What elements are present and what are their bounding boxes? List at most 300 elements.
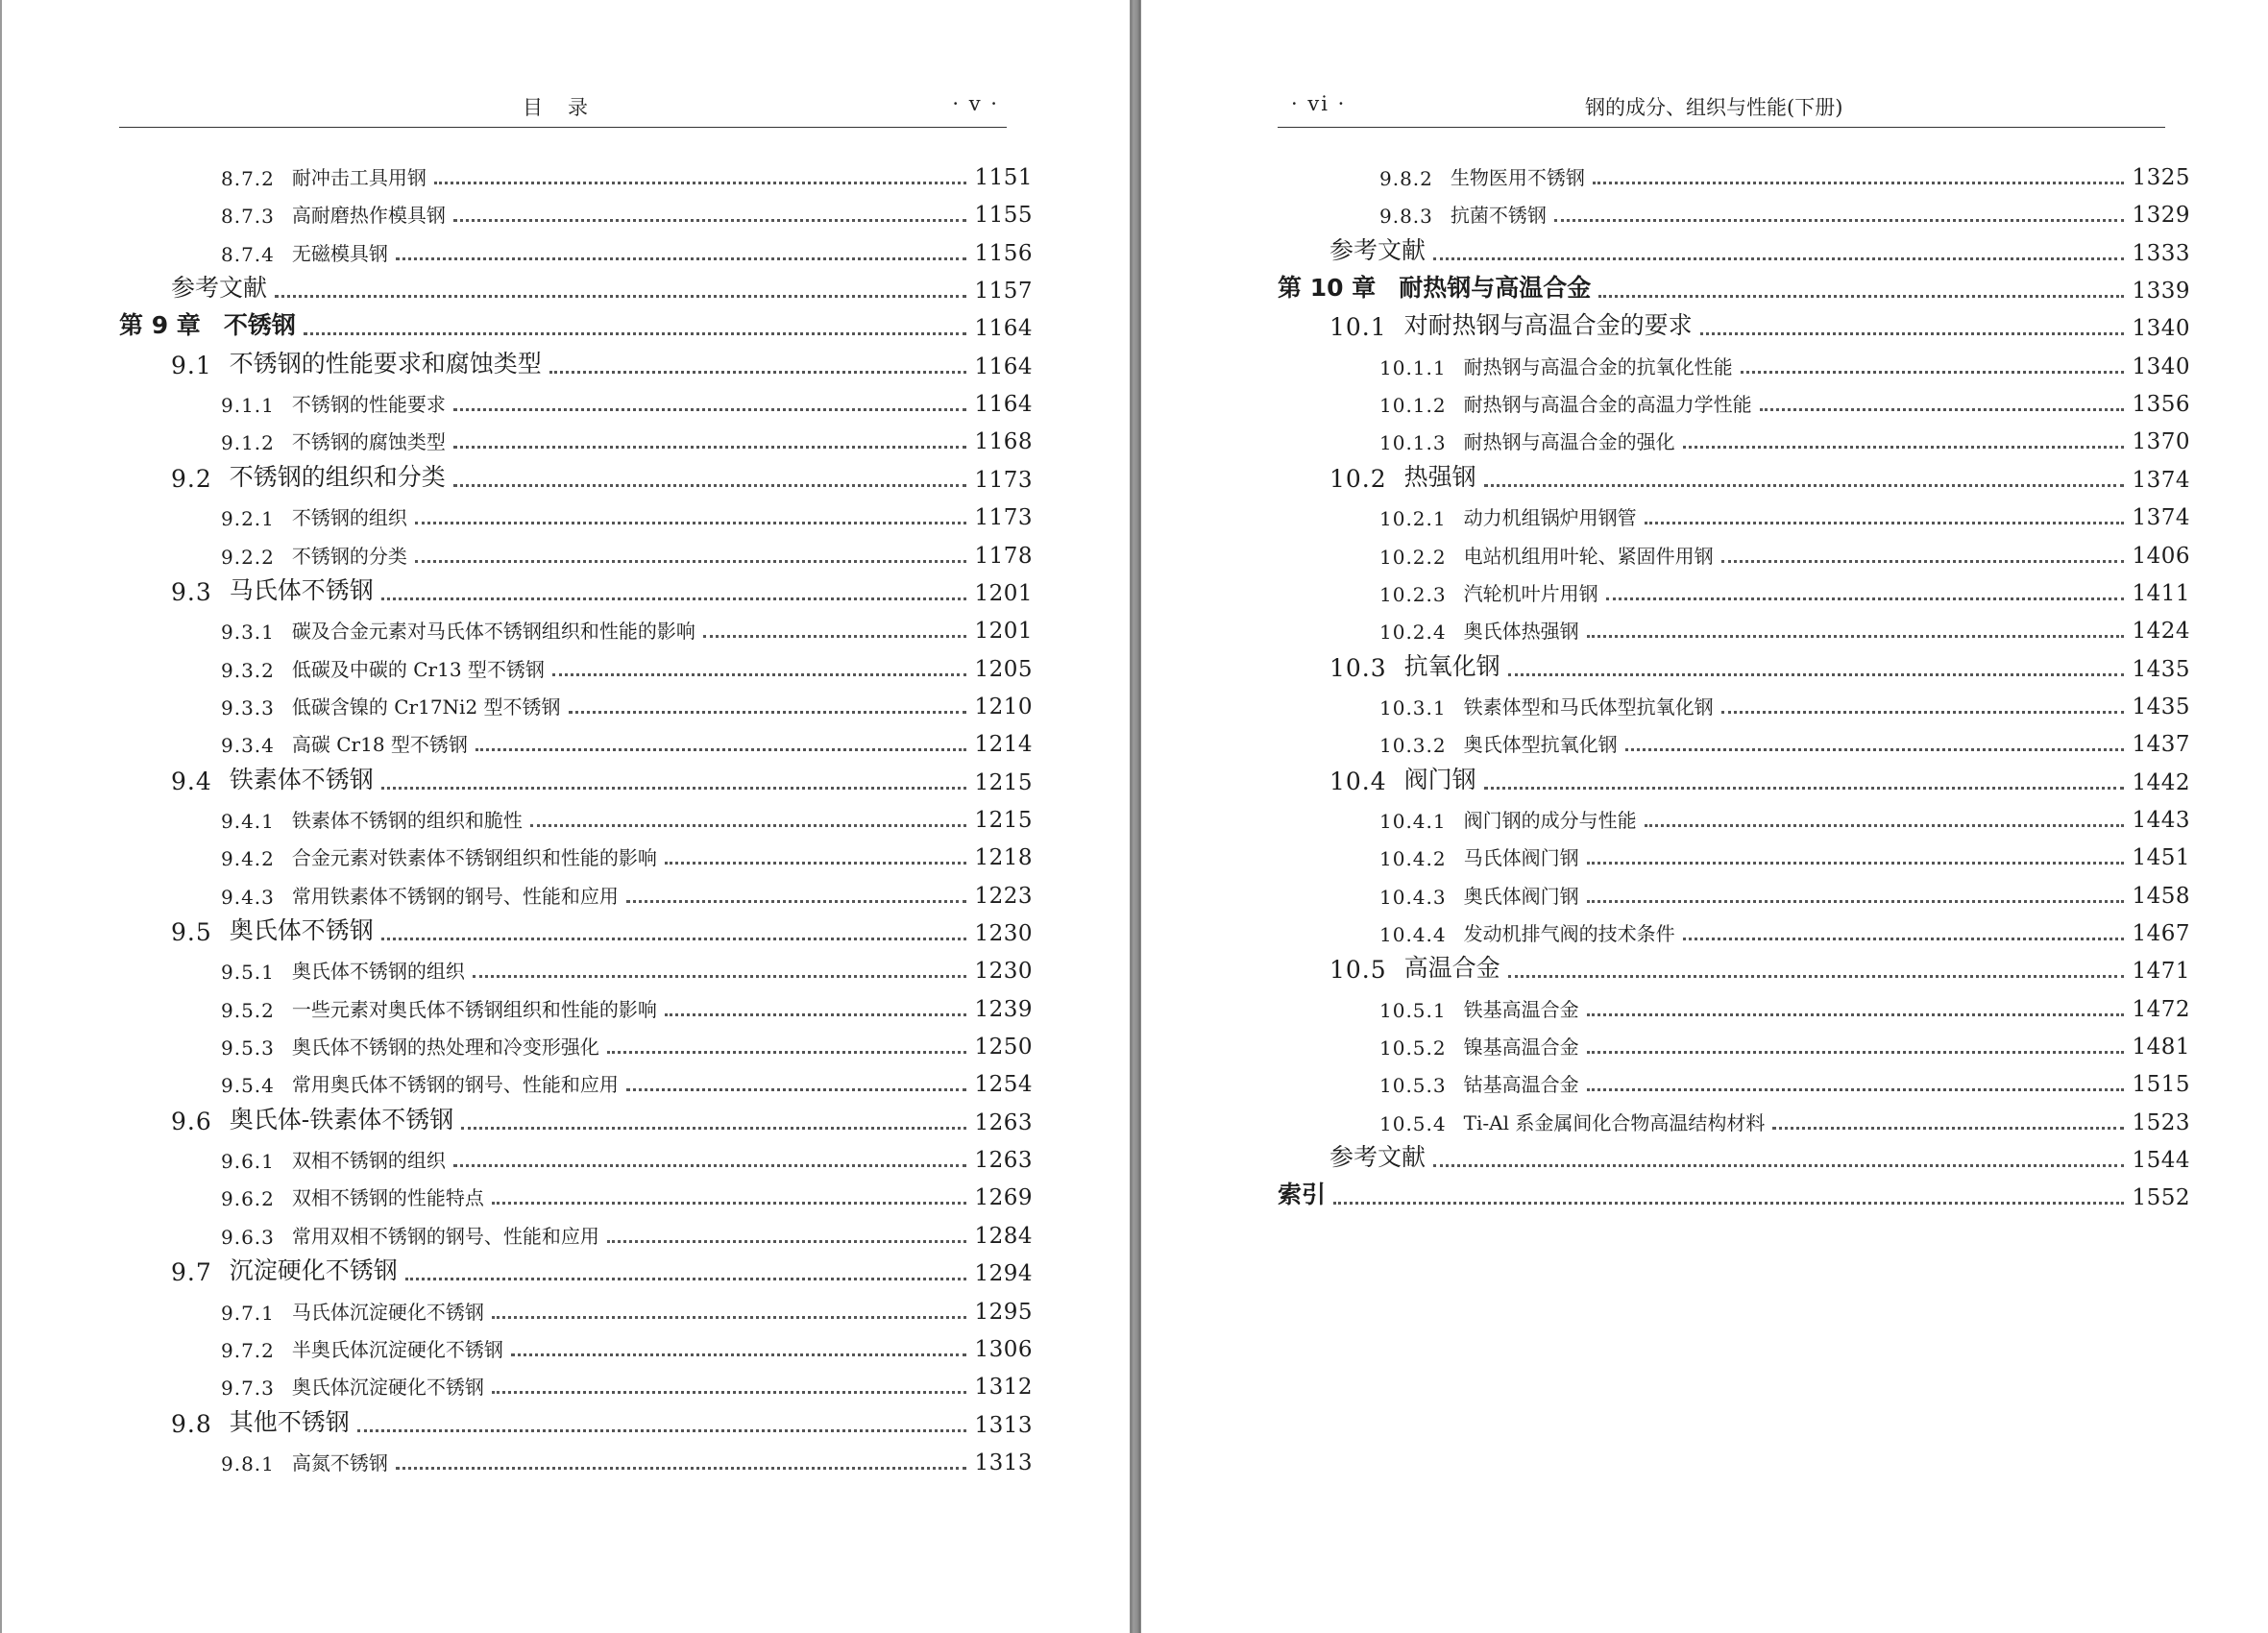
dot-leader [552, 673, 967, 676]
toc-entry[interactable] [221, 1361, 1033, 1400]
toc-entry[interactable] [1379, 832, 2190, 870]
toc-entry-number: 10.2 [1329, 465, 1387, 493]
toc-entry-page-number: 1239 [974, 997, 1033, 1022]
left-page [0, 0, 1131, 1633]
dot-leader [1333, 1202, 2124, 1205]
dot-leader [396, 257, 967, 260]
toc-entry[interactable] [171, 341, 1033, 379]
toc-entry[interactable] [221, 794, 1033, 833]
dot-leader [1721, 711, 2125, 714]
toc-entry-number: 10.2.2 [1379, 546, 1447, 569]
toc-entry-title: 不锈钢的组织和分类 [229, 463, 446, 491]
toc-entry-number: 10.4.4 [1379, 923, 1447, 946]
toc-entry-page-number: 1458 [2132, 884, 2190, 909]
toc-entry-page-number: 1471 [2132, 959, 2190, 984]
toc-entry-title: 奥氏体不锈钢 [229, 916, 374, 944]
toc-entry[interactable] [221, 681, 1033, 719]
toc-entry-title: 耐热钢与高温合金 [1399, 274, 1592, 302]
toc-entry-number: 8.7.4 [221, 243, 275, 266]
toc-entry[interactable] [1329, 303, 2190, 341]
toc-entry-page-number: 1164 [974, 354, 1033, 379]
dot-leader [1760, 408, 2125, 411]
dot-leader [381, 938, 967, 940]
dot-leader [1606, 597, 2125, 600]
toc-entry-page-number: 1218 [974, 845, 1033, 870]
toc-entry-title: 奥氏体沉淀硬化不锈钢 [291, 1376, 484, 1399]
toc-entry-title: 铁素体型和马氏体型抗氧化钢 [1463, 695, 1714, 719]
toc-entry-number: 9.4.1 [221, 810, 275, 833]
toc-entry-number: 第 9 章 [119, 311, 201, 339]
toc-entry-title: 对耐热钢与高温合金的要求 [1403, 311, 1693, 339]
dot-leader [1625, 748, 2125, 751]
book-gutter [1131, 0, 1140, 1633]
toc-entry-number: 9.3 [171, 578, 212, 606]
dot-leader [1433, 257, 2124, 260]
toc-entry-page-number: 1205 [974, 657, 1033, 682]
toc-entry-title: 常用奥氏体不锈钢的钢号、性能和应用 [291, 1073, 619, 1096]
toc-entry-title: 发动机排气阀的技术条件 [1463, 922, 1675, 945]
toc-entry-number: 10.5.4 [1379, 1112, 1447, 1135]
toc-entry-number: 9.3.4 [221, 734, 275, 757]
toc-entry-title: 铁素体不锈钢 [229, 766, 374, 793]
toc-entry-number: 10.4.1 [1379, 810, 1447, 833]
dot-leader [626, 900, 967, 903]
dot-leader [275, 295, 966, 298]
dot-leader [569, 711, 967, 714]
toc-entry-number: 9.1.1 [221, 394, 275, 417]
dot-leader [1598, 295, 2124, 298]
toc-entry-title: 双相不锈钢的组织 [291, 1149, 446, 1172]
toc-entry[interactable] [221, 644, 1033, 682]
toc-entry-number: 9.8.3 [1379, 205, 1433, 228]
toc-entry-title: 奥氏体热强钢 [1463, 620, 1579, 643]
toc-entry[interactable] [1379, 681, 2190, 719]
toc-entry-title: 热强钢 [1403, 463, 1476, 491]
dot-leader [1587, 862, 2125, 865]
toc-entry-page-number: 1370 [2132, 429, 2190, 454]
toc-entry-title: 马氏体阀门钢 [1463, 846, 1579, 869]
toc-entry-number: 9.8.1 [221, 1452, 275, 1475]
toc-entry-page-number: 1325 [2132, 165, 2190, 190]
toc-entry-page-number: 1223 [974, 884, 1033, 909]
toc-entry-page-number: 1435 [2132, 657, 2190, 682]
toc-entry-page-number: 1329 [2132, 203, 2190, 228]
toc-entry-title: 耐热钢与高温合金的高温力学性能 [1463, 393, 1752, 416]
toc-entry-page-number: 1201 [974, 619, 1033, 644]
toc-entry-title: 半奥氏体沉淀硬化不锈钢 [291, 1338, 503, 1361]
dot-leader [453, 408, 967, 411]
toc-entry[interactable] [221, 984, 1033, 1022]
toc-entry-number: 9.7.1 [221, 1302, 275, 1325]
toc-entry[interactable] [1379, 568, 2190, 606]
toc-entry-title: 沉淀硬化不锈钢 [229, 1256, 398, 1284]
toc-entry-page-number: 1333 [2132, 241, 2190, 266]
right-page [1140, 0, 2268, 1633]
toc-entry[interactable] [1379, 1059, 2190, 1097]
toc-entry-title: 奥氏体阀门钢 [1463, 885, 1579, 908]
toc-entry[interactable] [171, 1097, 1033, 1135]
toc-entry-page-number: 1178 [974, 544, 1033, 569]
toc-entry-page-number: 1230 [974, 921, 1033, 946]
toc-entry-number: 10.4.2 [1379, 847, 1447, 870]
toc-entry-title: 高氮不锈钢 [291, 1451, 388, 1475]
dot-leader [1741, 371, 2125, 374]
dot-leader [665, 862, 967, 865]
toc-entry-number: 9.5.1 [221, 961, 275, 984]
toc-entry-title: 参考文献 [171, 274, 268, 302]
dot-leader [703, 635, 967, 638]
toc-entry-page-number: 1313 [974, 1450, 1033, 1475]
header-page-number: · v · [952, 92, 999, 115]
toc-entry-number: 10.3.1 [1379, 696, 1447, 719]
toc-entry-title: 低碳含镍的 Cr17Ni2 型不锈钢 [291, 695, 561, 719]
dot-leader [453, 484, 967, 487]
toc-entry-number: 8.7.3 [221, 205, 275, 228]
toc-entry[interactable] [221, 719, 1033, 757]
toc-entry-title: 索引 [1278, 1181, 1327, 1208]
toc-entry[interactable] [1329, 454, 2190, 493]
toc-entry-page-number: 1312 [974, 1375, 1033, 1400]
toc-entry-page-number: 1157 [974, 279, 1033, 304]
dot-leader [473, 975, 967, 978]
header-title: 目录 [523, 96, 613, 119]
toc-entry[interactable] [221, 605, 1033, 644]
page-header [1278, 88, 2165, 128]
toc-entry-number: 9.2.1 [221, 507, 275, 530]
toc-entry-number: 9.5.3 [221, 1036, 275, 1060]
toc-entry-title: Ti-Al 系金属间化合物高温结构材料 [1463, 1111, 1766, 1134]
toc-entry-title: 生物医用不锈钢 [1450, 166, 1585, 189]
toc-entry-number: 9.3.1 [221, 621, 275, 644]
toc-entry-number: 9.4.2 [221, 847, 275, 870]
toc-entry-number: 9.8 [171, 1410, 212, 1438]
toc-entry[interactable] [1379, 984, 2190, 1022]
toc-entry-page-number: 1515 [2132, 1072, 2190, 1097]
dot-leader [476, 748, 967, 751]
dot-leader [1484, 787, 2125, 790]
toc-entry-title: 无磁模具钢 [291, 242, 388, 265]
dot-leader [1587, 900, 2125, 903]
dot-leader [511, 1353, 967, 1356]
toc-entry-number: 10.3.2 [1379, 734, 1447, 757]
toc-entry-title: 铁素体不锈钢的组织和脆性 [291, 809, 523, 832]
toc-entry[interactable] [221, 1021, 1033, 1060]
toc-entry-number: 9.2 [171, 465, 212, 493]
toc-entry[interactable] [1379, 908, 2190, 946]
toc-entry[interactable] [221, 530, 1033, 569]
toc-entry-number: 9.7.2 [221, 1339, 275, 1362]
dot-leader [1587, 1088, 2125, 1091]
dot-leader [1508, 673, 2125, 676]
toc-entry-title: 参考文献 [1329, 1143, 1427, 1171]
toc-entry-title: 耐热钢与高温合金的抗氧化性能 [1463, 355, 1733, 378]
toc-entry[interactable] [221, 416, 1033, 454]
dot-leader [1554, 219, 2125, 222]
toc-entry[interactable] [1379, 189, 2190, 228]
dot-leader [1772, 1127, 2124, 1130]
toc-entry-page-number: 1374 [2132, 468, 2190, 493]
toc-entry-page-number: 1340 [2132, 316, 2190, 341]
toc-entry-title: 不锈钢的分类 [291, 545, 407, 568]
toc-entry-page-number: 1339 [2132, 279, 2190, 304]
dot-leader [1645, 522, 2125, 524]
toc-entry-page-number: 1201 [974, 581, 1033, 606]
dot-leader [1645, 824, 2125, 827]
toc-entry-number: 9.6 [171, 1108, 212, 1135]
dot-leader [381, 597, 967, 600]
dot-leader [1700, 332, 2125, 335]
dot-leader [304, 332, 967, 335]
toc-entry[interactable] [221, 832, 1033, 870]
toc-entry-page-number: 1406 [2132, 544, 2190, 569]
toc-entry[interactable] [1329, 1134, 2190, 1173]
toc-entry-page-number: 1374 [2132, 505, 2190, 530]
toc-entry-page-number: 1173 [974, 468, 1033, 493]
toc-entry-title: 其他不锈钢 [229, 1408, 350, 1436]
toc-entry[interactable] [1329, 644, 2190, 682]
toc-entry[interactable] [1278, 265, 2190, 304]
toc-entry[interactable] [1379, 605, 2190, 644]
toc-entry-number: 10.5.1 [1379, 999, 1447, 1022]
dot-leader [1593, 182, 2125, 184]
toc-entry-number: 9.7.3 [221, 1377, 275, 1400]
toc-entry[interactable] [221, 189, 1033, 228]
toc-entry-title: 碳及合金元素对马氏体不锈钢组织和性能的影响 [291, 620, 695, 643]
toc-entry-page-number: 1215 [974, 808, 1033, 833]
toc-entry-number: 10.5 [1329, 956, 1387, 984]
toc-entry[interactable] [1379, 1021, 2190, 1060]
toc-entry-title: 马氏体不锈钢 [229, 576, 374, 604]
toc-entry-page-number: 1313 [974, 1413, 1033, 1438]
toc-entry-page-number: 1263 [974, 1148, 1033, 1173]
toc-entry-title: 不锈钢的性能要求和腐蚀类型 [229, 350, 542, 378]
dot-leader [396, 1467, 967, 1470]
toc-entry[interactable] [221, 1059, 1033, 1097]
toc-entry-number: 9.3.3 [221, 696, 275, 719]
toc-entry-number: 10.2.1 [1379, 507, 1447, 530]
toc-entry-page-number: 1215 [974, 770, 1033, 795]
toc-entry-title: 耐热钢与高温合金的强化 [1463, 430, 1675, 453]
toc-entry-number: 10.1.2 [1379, 394, 1447, 417]
toc-entry-page-number: 1481 [2132, 1035, 2190, 1060]
toc-entry-number: 9.6.1 [221, 1150, 275, 1173]
dot-leader [665, 1013, 967, 1016]
toc-entry[interactable] [1379, 530, 2190, 569]
toc-entry-title: 高耐磨热作模具钢 [291, 204, 446, 227]
toc-entry-page-number: 1435 [2132, 695, 2190, 719]
header-page-number: · vi · [1291, 92, 1347, 115]
toc-entry-title: 耐冲击工具用钢 [291, 166, 427, 189]
toc-entry-page-number: 1467 [2132, 921, 2190, 946]
toc-entry-number: 9.4 [171, 768, 212, 795]
toc-entry-number: 10.1.3 [1379, 431, 1447, 454]
toc-entry-title: 常用铁素体不锈钢的钢号、性能和应用 [291, 885, 619, 908]
dot-leader [626, 1088, 967, 1091]
toc-entry[interactable] [1379, 341, 2190, 379]
toc-entry[interactable] [1379, 794, 2190, 833]
dot-leader [530, 824, 967, 827]
toc-entry[interactable] [171, 568, 1033, 606]
toc-entry-number: 10.5.2 [1379, 1036, 1447, 1060]
toc-entry-title: 奥氏体型抗氧化钢 [1463, 733, 1618, 756]
toc-entry[interactable] [1278, 1172, 2190, 1210]
toc-entry-page-number: 1552 [2132, 1185, 2190, 1210]
toc-entry[interactable] [221, 228, 1033, 266]
dot-leader [453, 1164, 967, 1167]
toc-entry[interactable] [221, 152, 1033, 190]
toc-entry-title: 抗菌不锈钢 [1450, 204, 1547, 227]
toc-entry-title: 不锈钢 [223, 311, 296, 339]
dot-leader [1587, 1051, 2125, 1054]
dot-leader [1721, 560, 2125, 563]
toc-entry-title: 镍基高温合金 [1463, 1036, 1579, 1059]
toc-entry-number: 9.2.2 [221, 546, 275, 569]
toc-entry-number: 9.3.2 [221, 659, 275, 682]
toc-entry-page-number: 1411 [2132, 581, 2190, 606]
toc-entry-number: 10.4.3 [1379, 886, 1447, 909]
toc-entry-page-number: 1295 [974, 1300, 1033, 1325]
toc-entry[interactable] [1329, 228, 2190, 266]
dot-leader [1484, 484, 2125, 487]
toc-entry[interactable] [221, 1134, 1033, 1173]
dot-leader [492, 1316, 967, 1319]
dot-leader [1683, 938, 2125, 940]
toc-entry-title: 马氏体沉淀硬化不锈钢 [291, 1301, 484, 1324]
toc-entry-page-number: 1269 [974, 1185, 1033, 1210]
toc-entry-title: 奥氏体不锈钢的组织 [291, 960, 465, 983]
toc-entry[interactable] [171, 1400, 1033, 1438]
toc-entry-page-number: 1155 [974, 203, 1033, 228]
toc-entry-title: 不锈钢的组织 [291, 506, 407, 529]
toc-entry-number: 10.1 [1329, 313, 1387, 341]
toc-entry-page-number: 1356 [2132, 392, 2190, 417]
toc-entry[interactable] [221, 1172, 1033, 1210]
toc-entry-number: 第 10 章 [1278, 274, 1377, 302]
toc-entry-page-number: 1168 [974, 429, 1033, 454]
toc-entry-number: 10.5.3 [1379, 1074, 1447, 1097]
toc-entry-page-number: 1424 [2132, 619, 2190, 644]
dot-leader [1508, 975, 2125, 978]
toc-entry-page-number: 1472 [2132, 997, 2190, 1022]
toc-entry-title: 常用双相不锈钢的钢号、性能和应用 [291, 1225, 599, 1248]
toc-entry-title: 汽轮机叶片用钢 [1463, 582, 1598, 605]
toc-entry-page-number: 1306 [974, 1337, 1033, 1362]
toc-entry-page-number: 1523 [2132, 1110, 2190, 1135]
toc-entry[interactable] [1379, 870, 2190, 909]
toc-entry-page-number: 1254 [974, 1072, 1033, 1097]
toc-entry[interactable] [1379, 152, 2190, 190]
toc-entry-title: 钴基高温合金 [1463, 1073, 1579, 1096]
dot-leader [1683, 446, 2125, 449]
toc-entry-title: 电站机组用叶轮、紧固件用钢 [1463, 545, 1714, 568]
toc-entry-title: 奥氏体-铁素体不锈钢 [229, 1106, 454, 1133]
toc-entry[interactable] [221, 378, 1033, 417]
dot-leader [415, 560, 967, 563]
toc-entry-title: 双相不锈钢的性能特点 [291, 1186, 484, 1209]
toc-entry-title: 合金元素对铁素体不锈钢组织和性能的影响 [291, 846, 657, 869]
toc-entry-number: 10.3 [1329, 654, 1387, 682]
toc-entry-number: 9.7 [171, 1258, 212, 1286]
dot-leader [607, 1051, 967, 1054]
toc-entry-title: 动力机组锅炉用钢管 [1463, 506, 1637, 529]
toc-entry[interactable] [119, 303, 1033, 341]
toc-entry-title: 高温合金 [1403, 954, 1500, 982]
toc-entry-title: 抗氧化钢 [1403, 652, 1500, 680]
toc-entry-title: 铁基高温合金 [1463, 998, 1579, 1021]
toc-entry[interactable] [221, 1324, 1033, 1362]
toc-entry-number: 9.8.2 [1379, 167, 1433, 190]
toc-entry-page-number: 1437 [2132, 732, 2190, 757]
toc-entry-page-number: 1263 [974, 1110, 1033, 1135]
toc-entry-page-number: 1164 [974, 316, 1033, 341]
toc-entry-number: 9.4.3 [221, 886, 275, 909]
toc-entry-title: 参考文献 [1329, 236, 1427, 264]
toc-entry-number: 9.5 [171, 918, 212, 946]
toc-entry-number: 8.7.2 [221, 167, 275, 190]
toc-entry[interactable] [221, 1437, 1033, 1475]
toc-entry-number: 9.5.2 [221, 999, 275, 1022]
dot-leader [357, 1429, 967, 1432]
page-header [119, 88, 1007, 128]
toc-entry[interactable] [1329, 757, 2190, 795]
toc-entry-number: 10.1.1 [1379, 356, 1447, 379]
header-title: 钢的成分、组织与性能(下册) [1585, 96, 1843, 119]
toc-entry[interactable] [1379, 719, 2190, 757]
toc-entry[interactable] [221, 945, 1033, 984]
toc-entry[interactable] [221, 1286, 1033, 1325]
dot-leader [381, 787, 967, 790]
toc-entry[interactable] [171, 1248, 1033, 1286]
toc-entry-number: 9.1 [171, 352, 212, 379]
toc-entry-page-number: 1164 [974, 392, 1033, 417]
toc-entry-number: 9.5.4 [221, 1074, 275, 1097]
toc-entry-title: 低碳及中碳的 Cr13 型不锈钢 [291, 658, 545, 681]
toc-entry[interactable] [1329, 945, 2190, 984]
dot-leader [1587, 635, 2125, 638]
toc-entry[interactable] [1379, 378, 2190, 417]
toc-entry-page-number: 1230 [974, 959, 1033, 984]
toc-entry[interactable] [221, 492, 1033, 530]
toc-entry[interactable] [171, 908, 1033, 946]
toc-entry[interactable] [171, 757, 1033, 795]
toc-entry[interactable] [171, 454, 1033, 493]
toc-entry-title: 不锈钢的腐蚀类型 [291, 430, 446, 453]
toc-entry-page-number: 1443 [2132, 808, 2190, 833]
dot-leader [405, 1278, 967, 1280]
toc-entry-page-number: 1451 [2132, 845, 2190, 870]
toc-entry-page-number: 1173 [974, 505, 1033, 530]
dot-leader [415, 522, 967, 524]
toc-entry[interactable] [1379, 492, 2190, 530]
toc-entry-page-number: 1284 [974, 1224, 1033, 1249]
toc-entry-number: 10.4 [1329, 768, 1387, 795]
dot-leader [453, 446, 967, 449]
toc-entry-page-number: 1151 [974, 165, 1033, 190]
dot-leader [1587, 1013, 2125, 1016]
toc-entry[interactable] [1379, 416, 2190, 454]
dot-leader [549, 371, 967, 374]
toc-entry-page-number: 1250 [974, 1035, 1033, 1060]
dot-leader [492, 1391, 967, 1394]
toc-entry[interactable] [221, 870, 1033, 909]
toc-entry-number: 9.1.2 [221, 431, 275, 454]
toc-entry[interactable] [221, 1210, 1033, 1249]
toc-entry-number: 9.6.2 [221, 1187, 275, 1210]
dot-leader [434, 182, 967, 184]
toc-entry[interactable] [171, 265, 1033, 304]
toc-entry[interactable] [1379, 1097, 2190, 1135]
toc-entry-page-number: 1442 [2132, 770, 2190, 795]
